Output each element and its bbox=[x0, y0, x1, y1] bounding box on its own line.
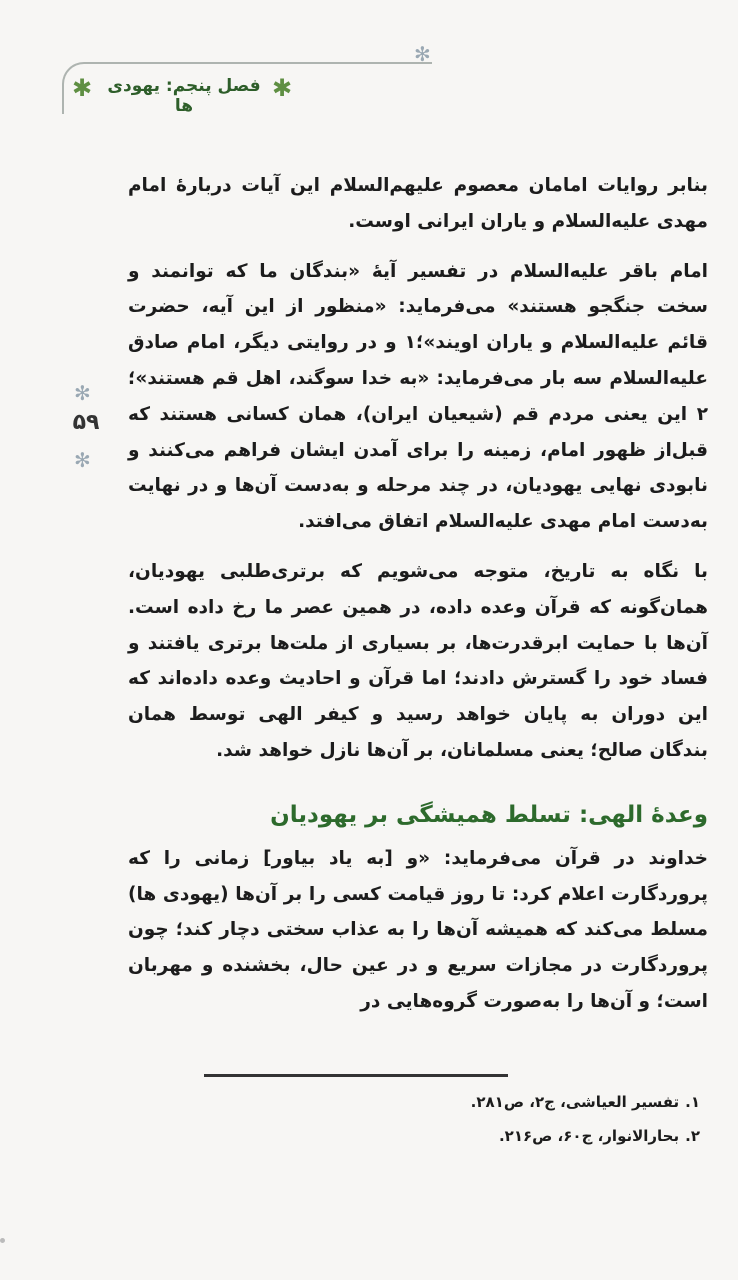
footnotes bbox=[280, 1088, 700, 1156]
header-ornament-top-icon: ✻ bbox=[414, 42, 431, 66]
footnote-number: ۱. bbox=[685, 1093, 700, 1111]
paragraph-2: امام باقر علیه‌السلام در تفسیر آیهٔ «بندگان ما که توانمند و سخت جنگجو هستند» می‌فرماید: «منظور از این آیه، حضرت قائم علیه‌السلام و یاران اویند»؛۱ و در روایتی دیگر، امام صادق علیه‌السلام سه بار می‌فرماید: «به خدا سوگند، اهل قم هستند»؛۲ این یعنی مردم قم (شیعیان ایران)، همان کسانی هستند که قبل‌از ظهور امام، زمینه را برای آمدن ایشان فراهم می‌کنند و نابودی نهایی یهودیان، در چند مرحله و به‌دست آن‌ها و در نهایت به‌دست امام مهدی علیه‌السلام اتفاق می‌افتد. bbox=[128, 260, 708, 533]
footnote-2 bbox=[280, 1122, 700, 1150]
footnote-1 bbox=[280, 1088, 700, 1116]
page-number: ۵۹ bbox=[72, 410, 100, 435]
margin-ornament-bottom-icon: ✻ bbox=[74, 448, 91, 472]
margin-ornament-top-icon: ✻ bbox=[74, 381, 91, 405]
paragraph-3: با نگاه به تاریخ، متوجه می‌شویم که برتری‌طلبی یهودیان، همان‌گونه که قرآن وعده داده، در همین عصر ما رخ داده است. آن‌ها با حمایت ابرقدرت‌ها، بر بسیاری از ملت‌ها برتری یافتند و فساد خود را گسترش دادند؛ اما قرآن و احادیث وعده داده‌اند که این دوران به پایان خواهد رسید و کیفر الهی توسط همان بندگان صالح؛ یعنی مسلمانان، بر آن‌ها نازل خواهد شد. bbox=[128, 560, 708, 761]
footnote-number: ۲. bbox=[685, 1127, 700, 1145]
body-text bbox=[128, 168, 708, 1034]
section-heading: وعدهٔ الهی: تسلط همیشگی بر یهودیان bbox=[270, 801, 708, 828]
scan-mark bbox=[0, 1238, 5, 1243]
header-flower-left-icon: ✱ bbox=[72, 74, 93, 102]
header-flower-right-icon: ✱ bbox=[272, 74, 293, 102]
footnote-text: بحارالانوار، ج۶۰، ص۲۱۶. bbox=[498, 1127, 680, 1145]
section-paragraph: خداوند در قرآن می‌فرماید: «و [به یاد بیاور] زمانی را که پروردگارت اعلام کرد: تا روز قیامت کسی را بر آن‌ها (یهودی ها) مسلط می‌کند که همیشه آن‌ها را به عذاب سختی دچار کند؛ چون پروردگارت در مجازات سریع و در عین حال، بخشنده و مهربان است؛ و آن‌ها را به‌صورت گروه‌هایی در bbox=[128, 847, 708, 1012]
footnote-separator bbox=[204, 1074, 508, 1077]
footnote-text: تفسیر العیاشی، ج۲، ص۲۸۱. bbox=[470, 1093, 680, 1111]
paragraph-1: بنابر روایات امامان معصوم علیهم‌السلام این آیات دربارهٔ امام مهدی علیه‌السلام و یاران ایرانی اوست. bbox=[128, 175, 708, 232]
chapter-title: فصل پنجم: یهودی ها bbox=[107, 76, 261, 116]
